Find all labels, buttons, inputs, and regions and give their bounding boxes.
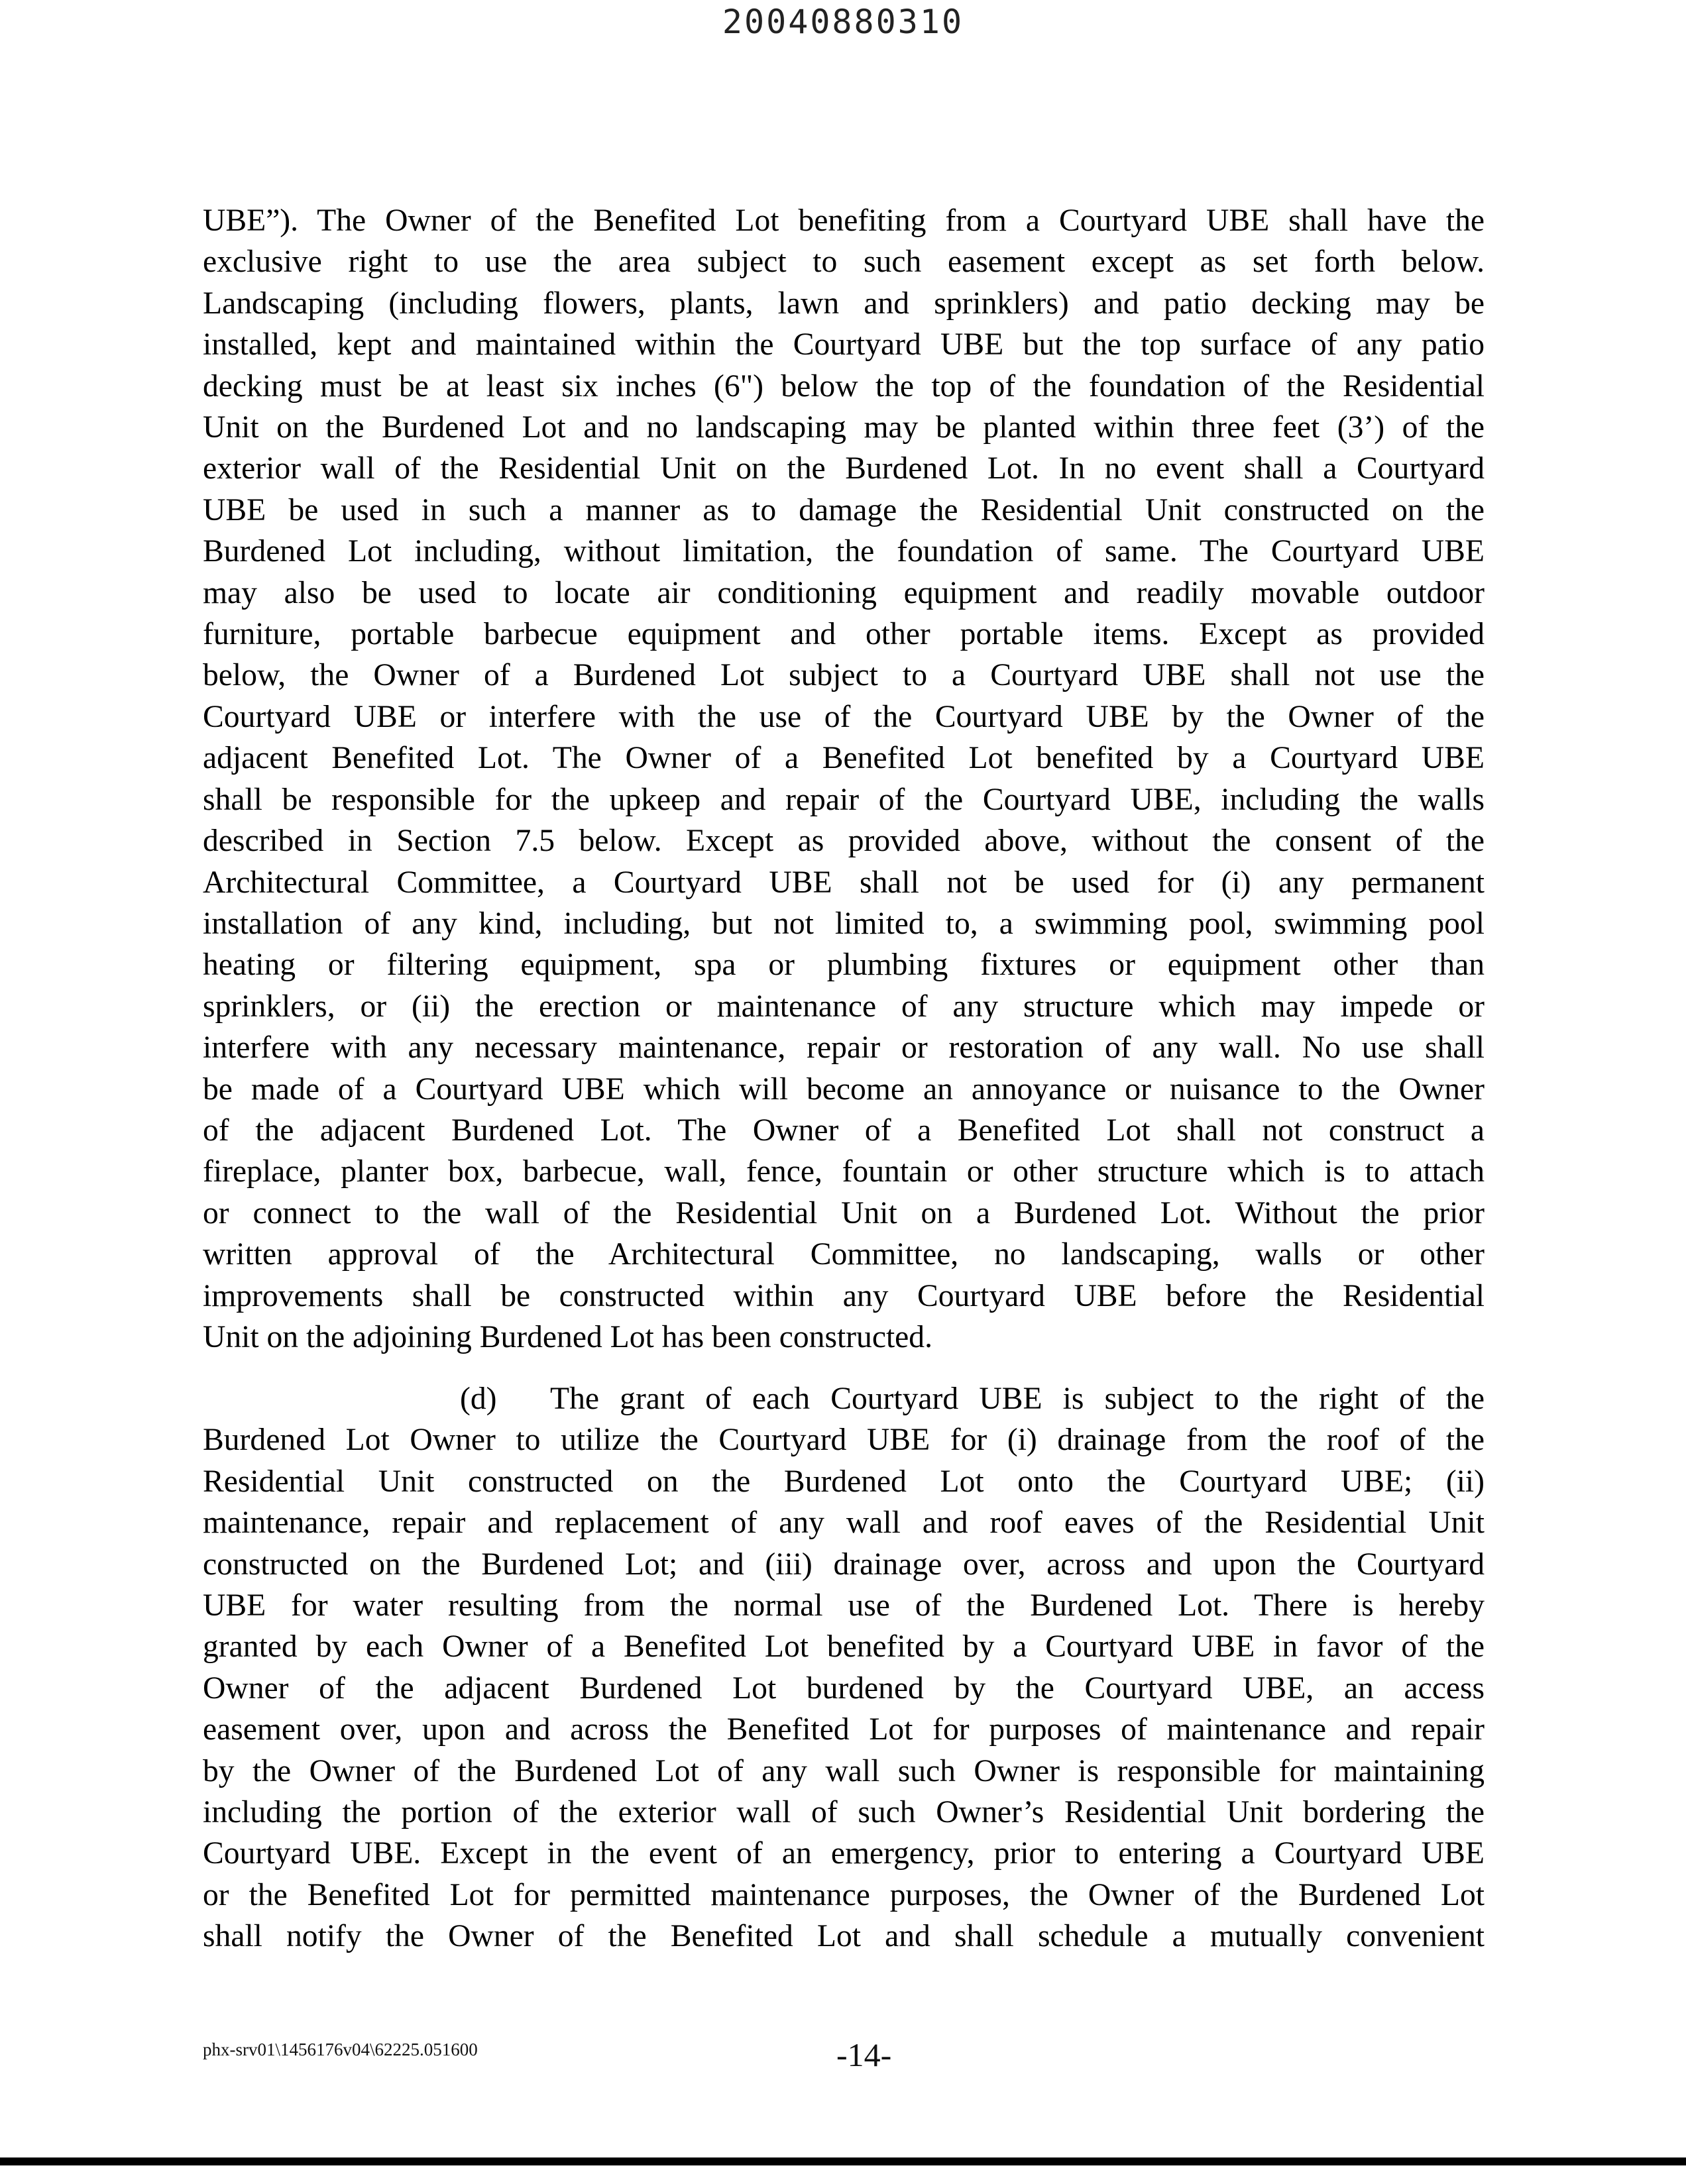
text-line: Architectural Committee, a Courtyard UBE shall not be used for (i) any permanent xyxy=(203,865,1485,900)
text-line: described in Section 7.5 below. Except as provided above, without the consent of the xyxy=(203,824,1485,859)
text-line: Courtyard UBE or interfere with the use of the Courtyard UBE by the Owner of the xyxy=(203,699,1485,734)
text-line: Burdened Lot including, without limitation, the foundation of same. The Courtyard UBE xyxy=(203,534,1485,569)
text-line: exterior wall of the Residential Unit on the Burdened Lot. In no event shall a Courtyard xyxy=(203,451,1485,486)
page-number: -14- xyxy=(836,2036,892,2073)
text-line: heating or filtering equipment, spa or plumbing fixtures or equipment other than xyxy=(203,948,1485,983)
text-line: UBE be used in such a manner as to damage the Residential Unit constructed on the xyxy=(203,492,1485,527)
text-line: constructed on the Burdened Lot; and (iii) drainage over, across and upon the Courtyard xyxy=(203,1547,1485,1582)
text-line: by the Owner of the Burdened Lot of any wall such Owner is responsible for maintaining xyxy=(203,1753,1485,1788)
text-line: exclusive right to use the area subject to such easement except as set forth below. xyxy=(203,245,1485,280)
text-line: written approval of the Architectural Committee, no landscaping, walls or other xyxy=(203,1237,1485,1272)
document-number: 20040880310 xyxy=(722,3,964,41)
text-line: Residential Unit constructed on the Burdened Lot onto the Courtyard UBE; (ii) xyxy=(203,1464,1485,1499)
text-line: The grant of each Courtyard UBE is subject to the right of the xyxy=(550,1382,1485,1416)
text-line: furniture, portable barbecue equipment and other portable items. Except as provided xyxy=(203,617,1485,652)
text-line: granted by each Owner of a Benefited Lot benefited by a Courtyard UBE in favor of the xyxy=(203,1629,1485,1665)
text-line: UBE”). The Owner of the Benefited Lot benefiting from a Courtyard UBE shall have the xyxy=(203,203,1485,238)
text-line: Courtyard UBE. Except in the event of an emergency, prior to entering a Courtyard UBE xyxy=(203,1836,1485,1871)
text-line: installation of any kind, including, but not limited to, a swimming pool, swimming pool xyxy=(203,906,1485,941)
text-line: Landscaping (including flowers, plants, lawn and sprinklers) and patio decking may be xyxy=(203,286,1485,321)
text-line: easement over, upon and across the Benefited Lot for purposes of maintenance and repair xyxy=(203,1712,1485,1747)
text-line: maintenance, repair and replacement of any wall and roof eaves of the Residential Unit xyxy=(203,1505,1485,1541)
text-line: decking must be at least six inches (6") below the top of the foundation of the Residential xyxy=(203,368,1485,404)
paragraph-d xyxy=(203,1378,1485,1957)
text-line: Burdened Lot Owner to utilize the Courtyard UBE for (i) drainage from the roof of the xyxy=(203,1423,1485,1458)
text-line: or the Benefited Lot for permitted maintenance purposes, the Owner of the Burdened Lot xyxy=(203,1877,1485,1912)
text-line-last: Unit on the adjoining Burdened Lot has been constructed. xyxy=(203,1319,933,1354)
text-line: below, the Owner of a Burdened Lot subject to a Courtyard UBE shall not use the xyxy=(203,658,1485,693)
text-line: be made of a Courtyard UBE which will become an annoyance or nuisance to the Owner xyxy=(203,1071,1485,1107)
text-line: shall notify the Owner of the Benefited Lot and shall schedule a mutually convenient xyxy=(203,1919,1485,1954)
text-line: installed, kept and maintained within the Courtyard UBE but the top surface of any patio xyxy=(203,327,1485,362)
text-line: shall be responsible for the upkeep and repair of the Courtyard UBE, including the walls xyxy=(203,782,1485,817)
text-line: UBE for water resulting from the normal use of the Burdened Lot. There is hereby xyxy=(203,1588,1485,1623)
text-line: sprinklers, or (ii) the erection or maintenance of any structure which may impede or xyxy=(203,989,1485,1024)
text-line: Unit on the Burdened Lot and no landscaping may be planted within three feet (3’) of the xyxy=(203,410,1485,445)
text-line: Owner of the adjacent Burdened Lot burdened by the Courtyard UBE, an access xyxy=(203,1670,1485,1706)
footer-file-path: phx-srv01\1456176v04\62225.051600 xyxy=(203,2040,478,2059)
bottom-border-rule xyxy=(0,2157,1686,2165)
text-line: adjacent Benefited Lot. The Owner of a Benefited Lot benefited by a Courtyard UBE xyxy=(203,741,1485,776)
paragraph-label: (d) xyxy=(460,1382,497,1416)
text-line: or connect to the wall of the Residential Unit on a Burdened Lot. Without the prior xyxy=(203,1195,1485,1230)
paragraph-c-continued xyxy=(203,200,1485,1358)
text-line: interfere with any necessary maintenance, repair or restoration of any wall. No use shall xyxy=(203,1030,1485,1065)
text-line: may also be used to locate air conditioning equipment and readily movable outdoor xyxy=(203,575,1485,610)
text-line: improvements shall be constructed within any Courtyard UBE before the Residential xyxy=(203,1278,1485,1313)
text-line: including the portion of the exterior wall of such Owner’s Residential Unit bordering the xyxy=(203,1795,1485,1830)
text-line: of the adjacent Burdened Lot. The Owner of a Benefited Lot shall not construct a xyxy=(203,1113,1485,1148)
text-line: fireplace, planter box, barbecue, wall, fence, fountain or other structure which is to attach xyxy=(203,1154,1485,1189)
paragraph-d-first-line xyxy=(203,1378,1485,1419)
